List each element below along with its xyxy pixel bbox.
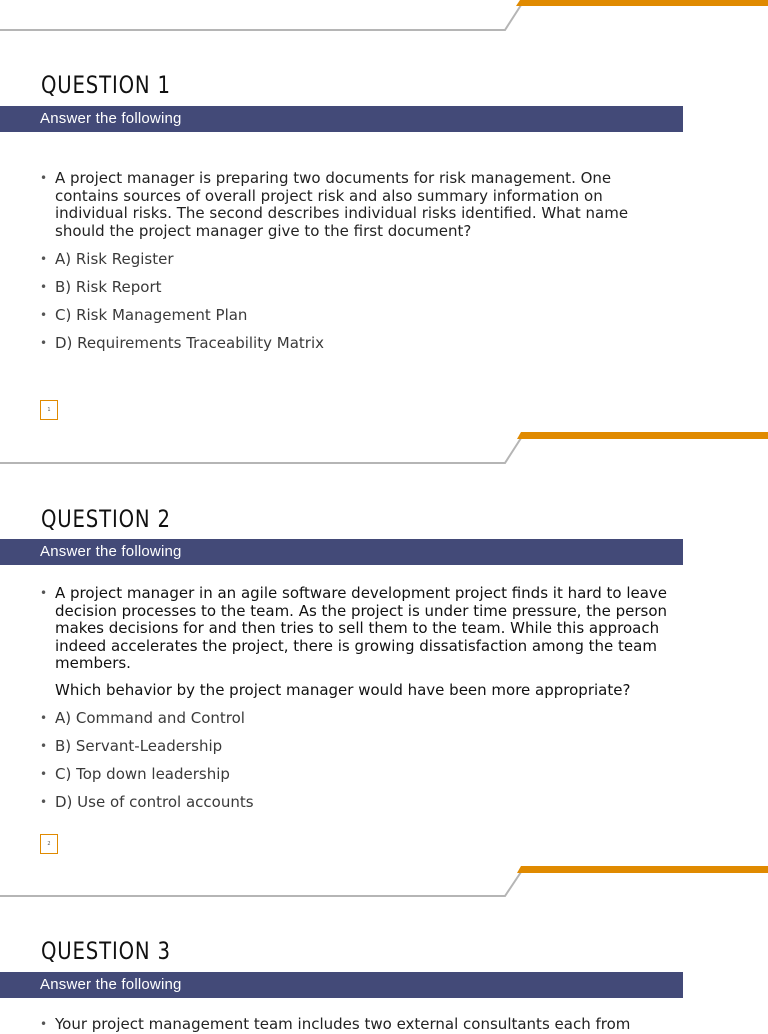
bullet-icon: •	[40, 766, 48, 781]
page-number: 2	[40, 834, 58, 854]
question-followup: Which behavior by the project manager would have been more appropriate?	[55, 680, 631, 699]
page-number: 1	[40, 400, 58, 420]
question-body	[40, 1016, 672, 1034]
answer-option	[40, 766, 672, 784]
answer-banner-label: Answer the following	[40, 110, 182, 127]
bullet-icon: •	[40, 251, 48, 266]
option-label: B) Servant-Leadership	[55, 736, 223, 755]
answer-option	[40, 335, 672, 353]
bullet-icon: •	[40, 586, 48, 600]
question-title: QUESTION 3	[41, 937, 171, 965]
question-text-item	[40, 1016, 672, 1034]
question-text: A project manager is preparing two documents for risk management. One contains sources of overall project risk and also summary information on individual risks. The second describes individual risks identified. What name should the project manager give to the first document?	[55, 169, 629, 240]
option-label: A) Risk Register	[55, 249, 174, 268]
slide-separator-decoration	[0, 428, 768, 468]
option-label: C) Top down leadership	[55, 764, 230, 783]
bullet-icon: •	[40, 738, 48, 753]
option-label: C) Risk Management Plan	[55, 305, 248, 324]
slide-top-decoration	[0, 0, 768, 32]
question-text-item	[40, 585, 672, 673]
bullet-icon: •	[40, 307, 48, 322]
answer-option	[40, 307, 672, 325]
bullet-icon: •	[40, 171, 48, 185]
option-label: A) Command and Control	[55, 708, 245, 727]
answer-banner	[0, 539, 683, 565]
question-body	[40, 170, 672, 352]
option-label: D) Requirements Traceability Matrix	[55, 333, 324, 352]
answer-banner-label: Answer the following	[40, 976, 182, 993]
question-body	[40, 585, 672, 811]
answer-banner	[0, 106, 683, 132]
bullet-icon: •	[40, 279, 48, 294]
answer-option	[40, 794, 672, 812]
answer-banner	[0, 972, 683, 998]
bullet-icon: •	[40, 335, 48, 350]
answer-option	[40, 738, 672, 756]
question-text: Your project management team includes two external consultants each from	[55, 1015, 631, 1033]
answer-option	[40, 251, 672, 269]
bullet-icon: •	[40, 710, 48, 725]
slide-separator-decoration	[0, 863, 768, 903]
option-label: B) Risk Report	[55, 277, 162, 296]
answer-banner-label: Answer the following	[40, 543, 182, 560]
question-title: QUESTION 2	[41, 505, 171, 533]
answer-option	[40, 279, 672, 297]
question-text-item	[40, 170, 672, 240]
bullet-icon: •	[40, 794, 48, 809]
answer-option	[40, 710, 672, 728]
question-title: QUESTION 1	[41, 71, 171, 99]
bullet-icon: •	[40, 1017, 48, 1031]
option-label: D) Use of control accounts	[55, 792, 254, 811]
question-text: A project manager in an agile software development project finds it hard to leave decision processes to the team. As the project is under time pressure, the person makes decisions for and then tries to sell them to the team. While this approach indeed accelerates the project, there is growing dissatisfaction among the team members.	[55, 584, 668, 672]
